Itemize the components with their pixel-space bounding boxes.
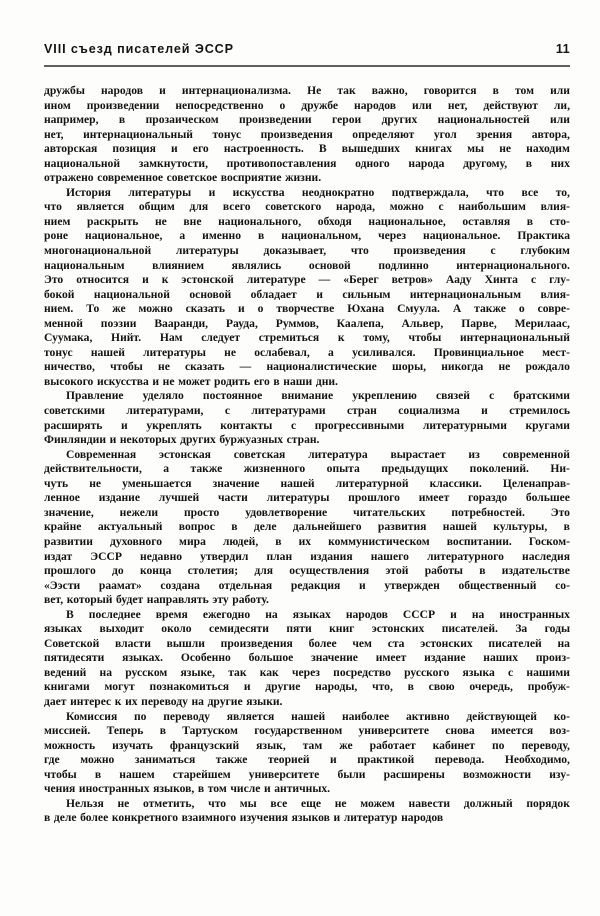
text-line: авторская позиция и его настроенность. В вышедших книгах мы не находим	[44, 142, 570, 156]
text-line: советскими литературами, с литературами стран социализма и стремилось	[44, 404, 570, 418]
text-line: национальной замкнутости, противопоставления одного народа другому, в них	[44, 156, 570, 170]
text-line: менной поэзии Вааранди, Рауда, Руммов, Каалепа, Альвер, Парве, Мерилаас,	[44, 316, 570, 330]
text-line: что является общим для всего советского народа, можно с наибольшим влия-	[44, 200, 570, 214]
text-line: Суумака, Нийт. Нам следует стремиться к тому, чтобы интернациональный	[44, 331, 570, 345]
text-line: Современная эстонская советская литература вырастает из современной	[66, 447, 570, 461]
text-line: в деле более конкретного взаимного изучения языков и литератур народов	[44, 811, 444, 825]
text-line: Это относится и к эстонской литературе — «Берег ветров» Ааду Хинта с глу-	[44, 273, 570, 287]
paragraph	[44, 608, 570, 710]
text-line: Финляндии и некоторых других буржуазных стран.	[44, 433, 320, 447]
header-rule	[44, 65, 570, 67]
text-line: значение, нежели просто удовлетворение читательских потребностей. Это	[44, 505, 570, 519]
text-line: нием раскрыть не вне национального, обходя национальное, оставляя в сто-	[44, 214, 570, 228]
text-line: книгами могут познакомиться и другие народы, что, в свою очередь, пробуж-	[44, 680, 570, 694]
text-line: высокого искусства и не может родить его в наши дни.	[44, 374, 338, 388]
text-line: отражено современное советское восприятие жизни.	[44, 171, 322, 185]
text-line: чуть не уменьшается значение нашей литературной классики. Целенаправ-	[44, 476, 570, 490]
text-line: миссией. Теперь в Тартуском государственном университете снова имеется воз-	[44, 724, 570, 738]
text-line: прошлого до конца столетия; для осуществления этой работы в издательстве	[44, 564, 570, 578]
paragraph	[44, 710, 570, 797]
text-line: языках выходит около семидесяти пяти книг эстонских писателей. За годы	[44, 622, 570, 636]
text-line: издат ЭССР недавно утвердил план издания нашего литературного наследия	[44, 549, 570, 563]
text-line: нет, интернациональный тонус произведения определяют угол зрения автора,	[44, 127, 570, 141]
text-line: расширять и укреплять контакты с прогрессивными литературными кругами	[44, 418, 570, 432]
text-line: Комиссия по переводу является нашей наиболее активно действующей ко-	[66, 709, 570, 723]
text-line: развитии духовного мира людей, в их коммунистическом воспитании. Госком-	[44, 534, 570, 548]
text-line: ином произведении непосредственно о дружбе народов или нет, действуют ли,	[44, 98, 570, 112]
text-line: где можно заниматься также теорией и практикой перевода. Необходимо,	[44, 753, 570, 767]
text-line: Правление уделяло постоянное внимание укреплению связей с братскими	[66, 389, 570, 403]
text-line: ведений на русском языке, так как через посредство русского языка с нашими	[44, 665, 570, 679]
text-line: дружбы народов и интернационализма. Не так важно, говорится в том или	[44, 84, 570, 97]
paragraph	[44, 389, 570, 447]
paragraph	[44, 797, 570, 826]
text-line: действительности, а также жизненного опыта предыдущих поколений. Ни-	[44, 462, 570, 476]
running-head	[44, 42, 570, 62]
running-head-title: VIII съезд писателей ЭССР	[44, 42, 234, 56]
text-line: пятидесяти языках. Особенно большое значение имеет издание наших произ-	[44, 651, 570, 665]
text-line: тонус нашей литературы не ослабевал, а усиливался. Провинциальное мест-	[44, 345, 570, 359]
text-line: роне национальное, а именно в национальном, через национальное. Практика	[44, 229, 570, 243]
text-line: Советской власти вышли произведения более чем ста эстонских писателей на	[44, 636, 570, 650]
text-line: дает интерес к их переводу на другие языки.	[44, 694, 283, 708]
text-line: нием. То же можно сказать и о творчестве Юхана Смуула. А также о совре-	[44, 302, 570, 316]
body-text-block	[44, 84, 570, 826]
page-number: 11	[555, 42, 570, 56]
text-line: многонациональной литературы доказывает, что произведения с глубоким	[44, 244, 570, 258]
text-line: Нельзя не отметить, что мы все еще не можем навести должный порядок	[66, 796, 570, 810]
text-line: крайне актуальный вопрос в деле дальнейшего развития нашей культуры, в	[44, 520, 570, 534]
paragraph	[44, 186, 570, 390]
text-line: бокой национальной основой обладает и сильным интернациональным влия-	[44, 287, 570, 301]
text-line: ничество, чтобы не сказать — националистические шоры, никогда не рождало	[44, 360, 570, 374]
text-line: например, в прозаическом произведении герои других национальностей или	[44, 113, 570, 127]
paragraph	[44, 448, 570, 608]
text-line: В последнее время ежегодно на языках народов СССР и на иностранных	[66, 607, 570, 621]
text-line: вет, который будет направлять эту работу.	[44, 593, 269, 607]
text-line: национальным влиянием являлись основой подлинно интернационального.	[44, 258, 570, 272]
text-line: История литературы и искусства неоднократно подтверждала, что все то,	[66, 185, 570, 199]
text-line: ленное издание лучшей части литературы прошлого имеет гораздо большее	[44, 491, 570, 505]
text-line: чения иностранных языков, в том числе и античных.	[44, 782, 331, 796]
text-line: «Ээсти раамат» создана отдельная редакция и утвержден общественный со-	[44, 578, 570, 592]
text-line: можность изучать французский язык, там же работает кабинет по переводу,	[44, 738, 570, 752]
paragraph	[44, 84, 570, 186]
text-line: чтобы в нашем старейшем университете были расширены возможности изу-	[44, 767, 570, 781]
